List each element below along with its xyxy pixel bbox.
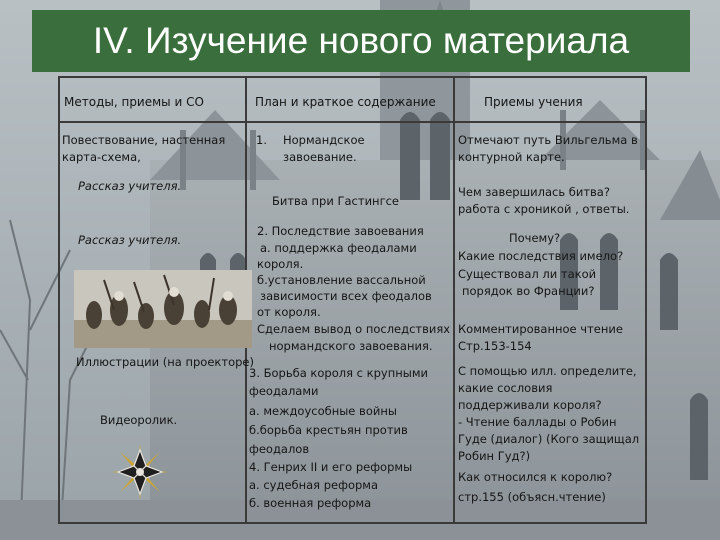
plan-item2-line1: 2. Последствие завоевания xyxy=(257,224,424,238)
learning-line1: Отмечают путь Вильгельма в xyxy=(458,133,638,147)
header-plan: План и краткое содержание xyxy=(255,95,436,109)
plan-item4-line1: 4. Генрих II и его реформы xyxy=(249,460,413,474)
plan-item4-line2: а. судебная реформа xyxy=(249,478,379,492)
plan-item3-line5: феодалов xyxy=(249,442,310,456)
order-star-icon xyxy=(110,442,170,502)
plan-item3-line3: а. междоусобные войны xyxy=(249,404,397,418)
plan-item2-line2: а. поддержка феодалами xyxy=(260,241,417,255)
plan-item3-line2: феодалами xyxy=(249,384,319,398)
plan-conclusion-line2: нормандского завоевания. xyxy=(269,339,433,353)
learning-line14: - Чтение баллады о Робин xyxy=(458,415,617,429)
column-divider-2 xyxy=(453,76,455,522)
plan-item3-line4: б.борьба крестьян против xyxy=(249,423,408,437)
learning-line3: Чем завершилась битва? xyxy=(458,185,610,199)
header-row-divider xyxy=(58,121,645,123)
learning-line5: Почему? xyxy=(509,231,561,245)
plan-item2-line5: зависимости всех феодалов xyxy=(260,289,432,303)
title-bar xyxy=(32,10,690,72)
plan-item1-line2: завоевание. xyxy=(283,150,357,164)
learning-line6: Какие последствия имело? xyxy=(458,249,624,263)
learning-line2: контурной карте. xyxy=(458,150,565,164)
plan-item2-line4: б.установление вассальной xyxy=(257,273,426,287)
plan-item2-line6: от короля. xyxy=(257,305,321,319)
learning-line13: поддерживали короля? xyxy=(458,398,602,412)
battle-illustration xyxy=(74,270,252,348)
plan-conclusion-line1: Сделаем вывод о последствиях xyxy=(257,322,451,336)
method-story-2: Рассказ учителя. xyxy=(78,233,182,247)
learning-line4: работа с хроникой , ответы. xyxy=(458,202,630,216)
method-narration: Повествование, настенная xyxy=(62,133,226,147)
learning-line12: какие сословия xyxy=(458,381,553,395)
plan-item4-line3: б. военная реформа xyxy=(249,496,372,510)
plan-item3-line1: 3. Борьба короля с крупными xyxy=(249,366,428,380)
method-video: Видеоролик. xyxy=(100,413,178,427)
learning-line8: порядок во Франции? xyxy=(462,284,595,298)
plan-item1-line1: Нормандское xyxy=(283,133,365,147)
method-illustrations: Иллюстрации (на проекторе) xyxy=(76,355,254,369)
learning-line18: стр.155 (объясн.чтение) xyxy=(458,490,606,504)
header-learning: Приемы учения xyxy=(484,95,583,109)
learning-line7: Существовал ли такой xyxy=(458,267,597,281)
plan-item1-number: 1. xyxy=(256,133,267,147)
learning-line9: Комментированное чтение xyxy=(458,322,623,336)
method-map: карта-схема, xyxy=(62,150,141,164)
learning-line15: Гуде (диалог) (Кого защищал xyxy=(458,432,640,446)
learning-line17: Как относился к королю? xyxy=(458,470,613,484)
learning-line10: Стр.153-154 xyxy=(458,339,532,353)
learning-line16: Робин Гуд?) xyxy=(458,449,531,463)
plan-item2-line3: короля. xyxy=(257,257,304,271)
header-methods: Методы, приемы и СО xyxy=(64,95,204,109)
learning-line11: С помощью илл. определите, xyxy=(458,364,637,378)
plan-battle: Битва при Гастингсе xyxy=(272,194,400,208)
slide-title: IV. Изучение нового материала xyxy=(92,20,630,61)
method-story-1: Рассказ учителя. xyxy=(78,179,182,193)
